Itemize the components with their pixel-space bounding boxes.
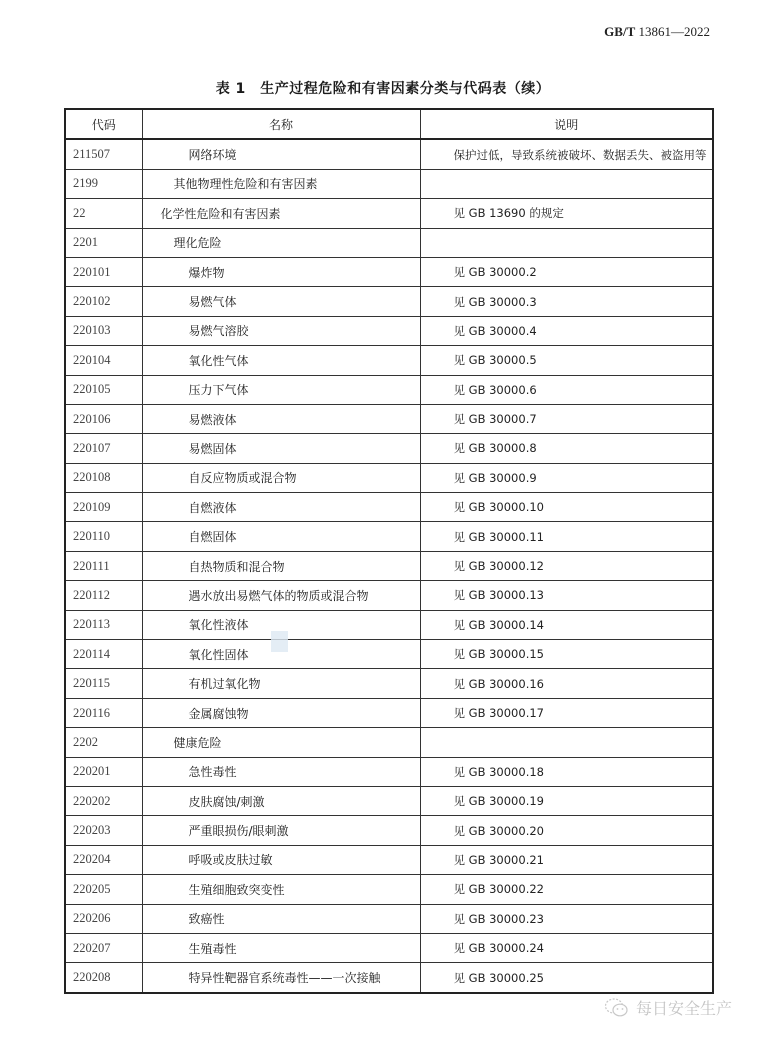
cell-note: 见 GB 13690 的规定 <box>420 199 713 228</box>
cell-name: 氧化性气体 <box>142 346 420 375</box>
cell-name: 自燃固体 <box>142 522 420 551</box>
cell-name: 自反应物质或混合物 <box>142 463 420 492</box>
table-row <box>65 287 713 316</box>
table-row <box>65 904 713 933</box>
cell-name: 易燃气体 <box>142 287 420 316</box>
table-row <box>65 316 713 345</box>
cell-note: 见 GB 30000.7 <box>420 404 713 433</box>
table-row <box>65 522 713 551</box>
cell-name: 网络环境 <box>142 139 420 169</box>
table-row <box>65 698 713 727</box>
standard-number <box>604 24 710 40</box>
cell-code: 220116 <box>65 698 142 727</box>
cell-name: 急性毒性 <box>142 757 420 786</box>
cell-name: 其他物理性危险和有害因素 <box>142 169 420 198</box>
cell-code: 220113 <box>65 610 142 639</box>
cell-note: 见 GB 30000.24 <box>420 933 713 962</box>
table-row <box>65 669 713 698</box>
cell-name: 氧化性液体 <box>142 610 420 639</box>
cell-note: 见 GB 30000.6 <box>420 375 713 404</box>
cell-name: 致癌性 <box>142 904 420 933</box>
table-row <box>65 199 713 228</box>
cell-code: 220105 <box>65 375 142 404</box>
table-row <box>65 786 713 815</box>
cell-name: 健康危险 <box>142 728 420 757</box>
cell-name: 呼吸或皮肤过敏 <box>142 845 420 874</box>
cell-code: 220114 <box>65 640 142 669</box>
cell-note: 见 GB 30000.19 <box>420 786 713 815</box>
cell-name: 易燃固体 <box>142 434 420 463</box>
cell-name: 爆炸物 <box>142 257 420 286</box>
cell-name: 自燃液体 <box>142 493 420 522</box>
cell-note: 见 GB 30000.4 <box>420 316 713 345</box>
cell-code: 220206 <box>65 904 142 933</box>
table-row <box>65 640 713 669</box>
cell-note: 见 GB 30000.16 <box>420 669 713 698</box>
column-header-name: 名称 <box>142 109 420 139</box>
cell-code: 220207 <box>65 933 142 962</box>
cell-code: 220109 <box>65 493 142 522</box>
cell-code: 2202 <box>65 728 142 757</box>
cell-code: 22 <box>65 199 142 228</box>
cell-note <box>420 728 713 757</box>
cell-note: 见 GB 30000.20 <box>420 816 713 845</box>
cell-code: 220110 <box>65 522 142 551</box>
cell-name: 化学性危险和有害因素 <box>142 199 420 228</box>
cell-note: 见 GB 30000.9 <box>420 463 713 492</box>
cell-name: 皮肤腐蚀/刺激 <box>142 786 420 815</box>
cell-code: 220102 <box>65 287 142 316</box>
cell-code: 2201 <box>65 228 142 257</box>
cell-name: 特异性靶器官系统毒性——一次接触 <box>142 963 420 993</box>
cell-note: 见 GB 30000.5 <box>420 346 713 375</box>
cell-name: 易燃气溶胶 <box>142 316 420 345</box>
cell-note: 见 GB 30000.2 <box>420 257 713 286</box>
cell-code: 220208 <box>65 963 142 993</box>
cell-note: 见 GB 30000.15 <box>420 640 713 669</box>
cell-code: 2199 <box>65 169 142 198</box>
cell-note: 见 GB 30000.23 <box>420 904 713 933</box>
cell-note: 见 GB 30000.10 <box>420 493 713 522</box>
cell-name: 有机过氧化物 <box>142 669 420 698</box>
cell-name: 金属腐蚀物 <box>142 698 420 727</box>
cell-note: 见 GB 30000.25 <box>420 963 713 993</box>
cell-note: 见 GB 30000.8 <box>420 434 713 463</box>
cell-note <box>420 228 713 257</box>
cell-note: 见 GB 30000.13 <box>420 581 713 610</box>
cell-name: 生殖细胞致突变性 <box>142 875 420 904</box>
cell-note: 见 GB 30000.21 <box>420 845 713 874</box>
cell-name: 氧化性固体 <box>142 640 420 669</box>
cell-note: 见 GB 30000.22 <box>420 875 713 904</box>
watermark-text: 每日安全生产 <box>636 999 733 1018</box>
table-row <box>65 816 713 845</box>
table-row <box>65 933 713 962</box>
table-row <box>65 434 713 463</box>
cell-code: 220101 <box>65 257 142 286</box>
table-row <box>65 581 713 610</box>
table-header-row <box>65 109 713 139</box>
cell-code: 220103 <box>65 316 142 345</box>
table-row <box>65 257 713 286</box>
table-row <box>65 493 713 522</box>
column-header-note: 说明 <box>420 109 713 139</box>
cell-note: 见 GB 30000.3 <box>420 287 713 316</box>
cell-code: 220112 <box>65 581 142 610</box>
column-header-code: 代码 <box>65 109 142 139</box>
table-row <box>65 875 713 904</box>
table-title: 表 1 生产过程危险和有害因素分类与代码表（续） <box>215 81 551 97</box>
wechat-icon <box>604 997 630 1019</box>
cell-name: 生殖毒性 <box>142 933 420 962</box>
cell-code: 211507 <box>65 139 142 169</box>
table-row <box>65 551 713 580</box>
cell-note: 见 GB 30000.18 <box>420 757 713 786</box>
cell-note: 见 GB 30000.14 <box>420 610 713 639</box>
cell-name: 压力下气体 <box>142 375 420 404</box>
table-row <box>65 404 713 433</box>
table-row <box>65 375 713 404</box>
cell-note: 见 GB 30000.11 <box>420 522 713 551</box>
cell-note <box>420 169 713 198</box>
cell-name: 易燃液体 <box>142 404 420 433</box>
hazard-code-table <box>64 108 714 994</box>
table-row <box>65 963 713 993</box>
table-row <box>65 463 713 492</box>
cell-code: 220104 <box>65 346 142 375</box>
cell-note: 保护过低，导致系统被破坏、数据丢失、被盗用等 <box>420 139 713 169</box>
table-row <box>65 610 713 639</box>
standard-code: 13861—2022 <box>638 24 710 39</box>
cell-code: 220107 <box>65 434 142 463</box>
cell-note: 见 GB 30000.12 <box>420 551 713 580</box>
cell-code: 220108 <box>65 463 142 492</box>
cell-name: 严重眼损伤/眼刺激 <box>142 816 420 845</box>
table-row <box>65 169 713 198</box>
cell-name: 自热物质和混合物 <box>142 551 420 580</box>
cell-code: 220203 <box>65 816 142 845</box>
table-row <box>65 139 713 169</box>
cell-name: 理化危险 <box>142 228 420 257</box>
cell-note: 见 GB 30000.17 <box>420 698 713 727</box>
table-row <box>65 845 713 874</box>
standard-prefix: GB/T <box>604 24 636 39</box>
cell-name: 遇水放出易燃气体的物质或混合物 <box>142 581 420 610</box>
scan-artifact <box>271 631 288 652</box>
cell-code: 220115 <box>65 669 142 698</box>
table-row <box>65 228 713 257</box>
table-row <box>65 346 713 375</box>
cell-code: 220201 <box>65 757 142 786</box>
watermark <box>604 996 732 1019</box>
table-row <box>65 728 713 757</box>
table-row <box>65 757 713 786</box>
cell-code: 220205 <box>65 875 142 904</box>
cell-code: 220111 <box>65 551 142 580</box>
cell-code: 220106 <box>65 404 142 433</box>
cell-code: 220204 <box>65 845 142 874</box>
cell-code: 220202 <box>65 786 142 815</box>
